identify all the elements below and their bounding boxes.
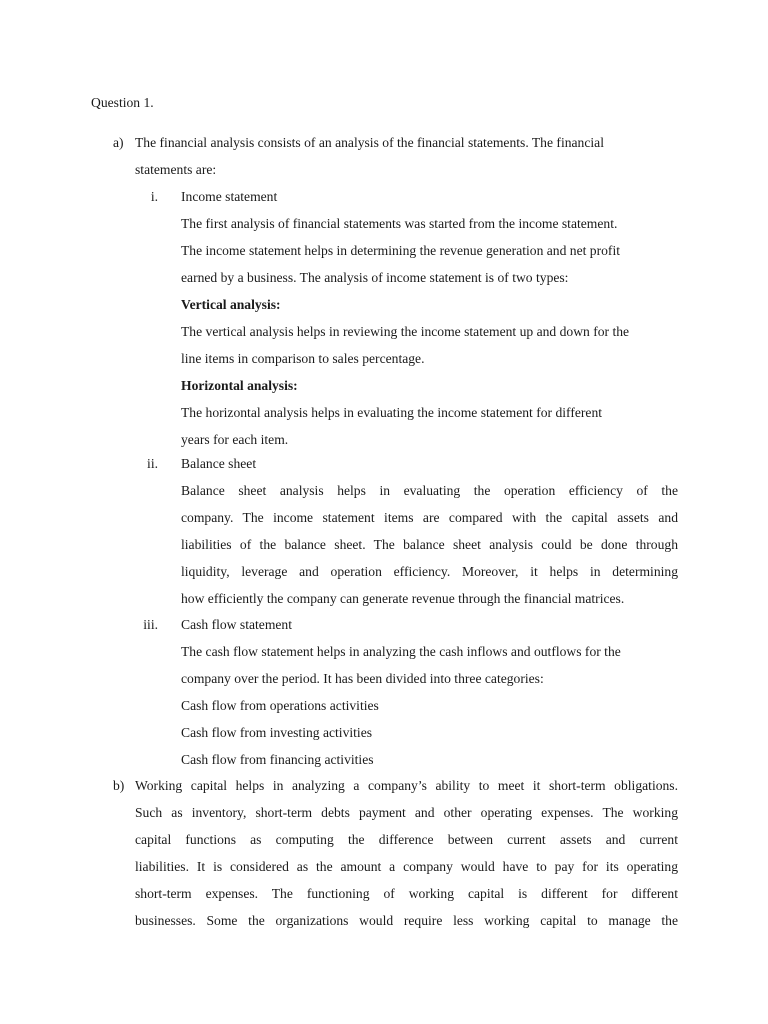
paragraph-line: Balance sheet analysis helps in evaluating the operation efficiency of the [181,483,678,498]
income-statement-body [181,183,678,453]
paragraph-line: The first analysis of financial statements was started from the income statement. [181,216,618,231]
paragraph-line: liquidity, leverage and operation efficiency. Moreover, it helps in determining [181,564,678,579]
paragraph-line: The vertical analysis helps in reviewing the income statement up and down for the [181,324,630,339]
paragraph-line: statements are: [135,162,217,177]
cash-flow-body [181,611,678,773]
paragraph-line: company over the period. It has been divided into three categories: [181,671,544,686]
paragraph-line: line items in comparison to sales percentage. [181,351,425,366]
paragraph-line: earned by a business. The analysis of income statement is of two types: [181,270,569,285]
item-heading: Cash flow statement [181,617,292,632]
paragraph-line: short-term expenses. The functioning of working capital is different for different [135,886,678,901]
part-a-marker: a) [113,135,124,150]
list-numeral: i. [150,189,158,204]
cash-flow-category: Cash flow from operations activities [181,698,379,713]
paragraph-line: The horizontal analysis helps in evaluating the income statement for different [181,405,603,420]
paragraph-line: The financial analysis consists of an analysis of the financial statements. The financial [135,135,604,150]
part-a-intro [135,129,678,183]
list-numeral: iii. [143,617,158,632]
item-heading: Balance sheet [181,456,257,471]
vertical-analysis-heading: Vertical analysis: [181,297,281,312]
paragraph-line: The income statement helps in determining the revenue generation and net profit [181,243,621,258]
part-b-body [135,772,678,934]
item-heading: Income statement [181,189,278,204]
paragraph-line: liabilities of the balance sheet. The balance sheet analysis could be done through [181,537,678,552]
paragraph-line: capital functions as computing the difference between current assets and current [135,832,678,847]
paragraph-line: how efficiently the company can generate revenue through the financial matrices. [181,591,625,606]
paragraph-line: The cash flow statement helps in analyzing the cash inflows and outflows for the [181,644,621,659]
paragraph-line: company. The income statement items are compared with the capital assets and [181,510,678,525]
part-b-marker: b) [113,778,125,793]
cash-flow-category: Cash flow from investing activities [181,725,373,740]
balance-sheet-body [181,450,678,612]
paragraph-line: Working capital helps in analyzing a company’s ability to meet it short-term obligations. [135,778,678,793]
cash-flow-category: Cash flow from financing activities [181,752,374,767]
horizontal-analysis-heading: Horizontal analysis: [181,378,298,393]
paragraph-line: Such as inventory, short-term debts payment and other operating expenses. The working [135,805,678,820]
question-title: Question 1. [91,95,154,110]
paragraph-line: years for each item. [181,432,289,447]
paragraph-line: liabilities. It is considered as the amount a company would have to pay for its operating [135,859,678,874]
paragraph-line: businesses. Some the organizations would require less working capital to manage the [135,913,678,928]
list-numeral: ii. [147,456,158,471]
